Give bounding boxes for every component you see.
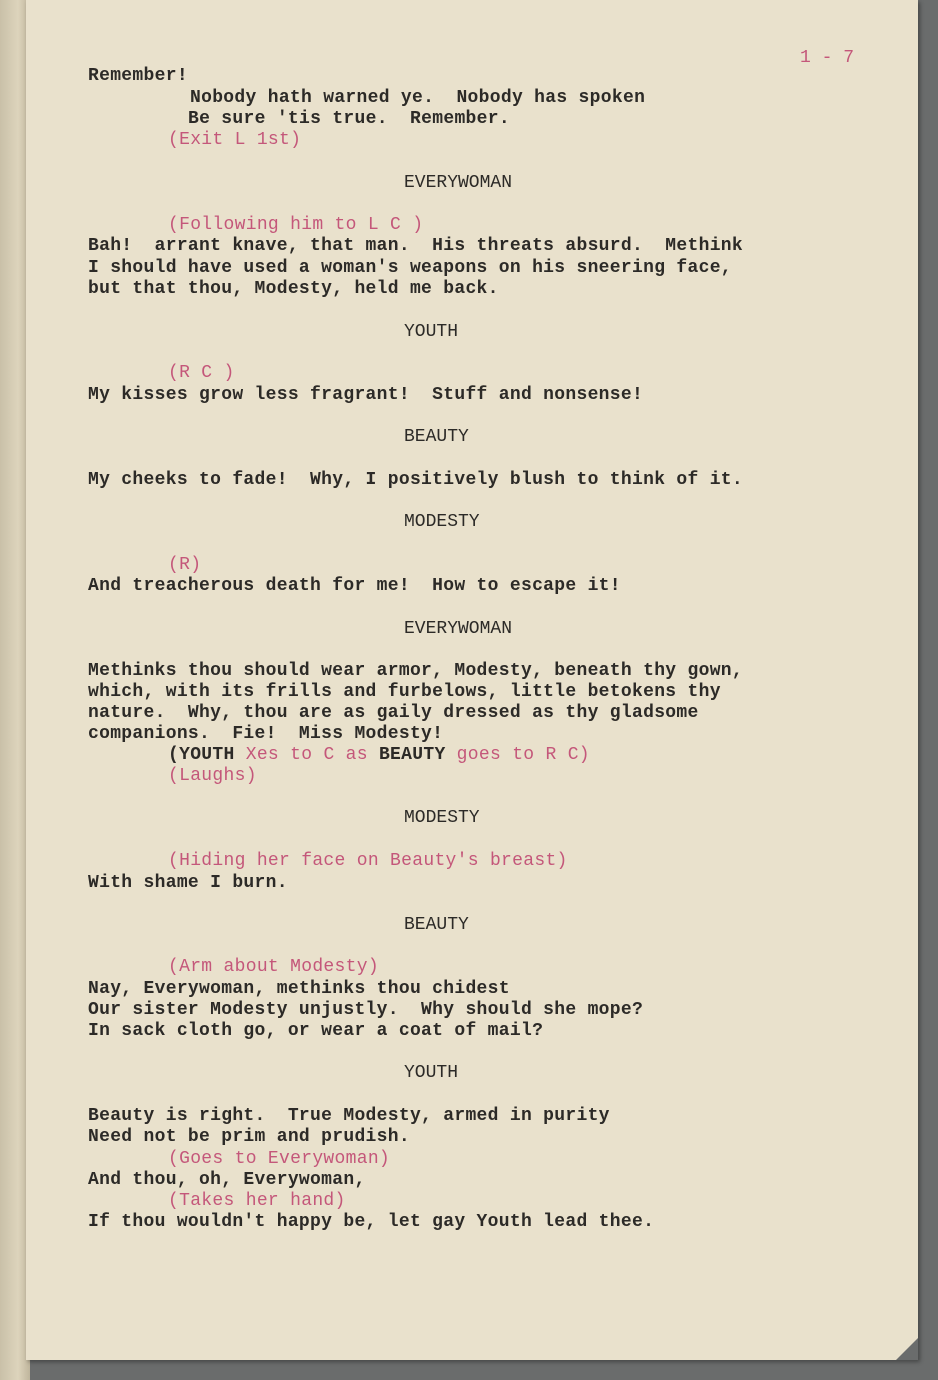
- stage-direction-text: goes to R C): [445, 745, 590, 765]
- character-cue: BEAUTY: [378, 745, 446, 765]
- dialogue-line: Be sure 'tis true. Remember.: [188, 109, 510, 129]
- dialogue-line: Remember!: [88, 66, 188, 86]
- stage-direction: (Arm about Modesty): [168, 957, 379, 977]
- character-heading: YOUTH: [404, 322, 459, 342]
- page-number: 1 - 7: [800, 48, 855, 68]
- stage-direction: (Laughs): [168, 766, 257, 786]
- dialogue-line: Need not be prim and prudish.: [88, 1127, 410, 1147]
- character-heading: EVERYWOMAN: [404, 173, 513, 193]
- dialogue-line: With shame I burn.: [88, 873, 288, 893]
- dialogue-line: Our sister Modesty unjustly. Why should she mope?: [88, 1000, 644, 1020]
- dialogue-line: nature. Why, thou are as gaily dressed as thy gladsome: [88, 703, 699, 723]
- dialogue-line: I should have used a woman's weapons on his sneering face,: [88, 258, 732, 278]
- dialogue-line: Beauty is right. True Modesty, armed in purity: [88, 1106, 610, 1126]
- character-heading: YOUTH: [404, 1063, 459, 1083]
- stage-direction-text: Xes to C as: [234, 745, 379, 765]
- stage-direction: (Exit L 1st): [168, 130, 302, 150]
- dialogue-line: If thou wouldn't happy be, let gay Youth lead thee.: [88, 1212, 655, 1232]
- dialogue-line: Nobody hath warned ye. Nobody has spoken: [190, 88, 646, 108]
- stage-direction: (Following him to L C ): [168, 215, 424, 235]
- character-heading: MODESTY: [404, 512, 480, 532]
- dialogue-line: Nay, Everywoman, methinks thou chidest: [88, 979, 510, 999]
- stage-direction: (Takes her hand): [168, 1191, 346, 1211]
- dialogue-line: And thou, oh, Everywoman,: [88, 1170, 366, 1190]
- dialogue-line: My cheeks to fade! Why, I positively blush to think of it.: [88, 470, 744, 490]
- character-heading: BEAUTY: [404, 427, 469, 447]
- character-heading: BEAUTY: [404, 915, 469, 935]
- stage-direction: (Goes to Everywoman): [168, 1149, 391, 1169]
- dialogue-line: And treacherous death for me! How to escape it!: [88, 576, 621, 596]
- dialogue-line: Bah! arrant knave, that man. His threats absurd. Methink: [88, 236, 744, 256]
- stage-direction: (R): [168, 555, 202, 575]
- dialogue-line: companions. Fie! Miss Modesty!: [88, 724, 444, 744]
- character-heading: EVERYWOMAN: [404, 619, 513, 639]
- stage-direction: (Hiding her face on Beauty's breast): [168, 851, 568, 871]
- character-heading: MODESTY: [404, 808, 480, 828]
- dialogue-line: but that thou, Modesty, held me back.: [88, 279, 499, 299]
- stage-direction: (R C ): [168, 363, 235, 383]
- dialogue-line: My kisses grow less fragrant! Stuff and nonsense!: [88, 385, 644, 405]
- dialogue-line: which, with its frills and furbelows, little betokens thy: [88, 682, 721, 702]
- stage-direction: [168, 745, 590, 766]
- folded-corner: [896, 1338, 918, 1360]
- character-cue: (YOUTH: [168, 745, 235, 765]
- dialogue-line: In sack cloth go, or wear a coat of mail?: [88, 1021, 544, 1041]
- dialogue-line: Methinks thou should wear armor, Modesty, beneath thy gown,: [88, 661, 744, 681]
